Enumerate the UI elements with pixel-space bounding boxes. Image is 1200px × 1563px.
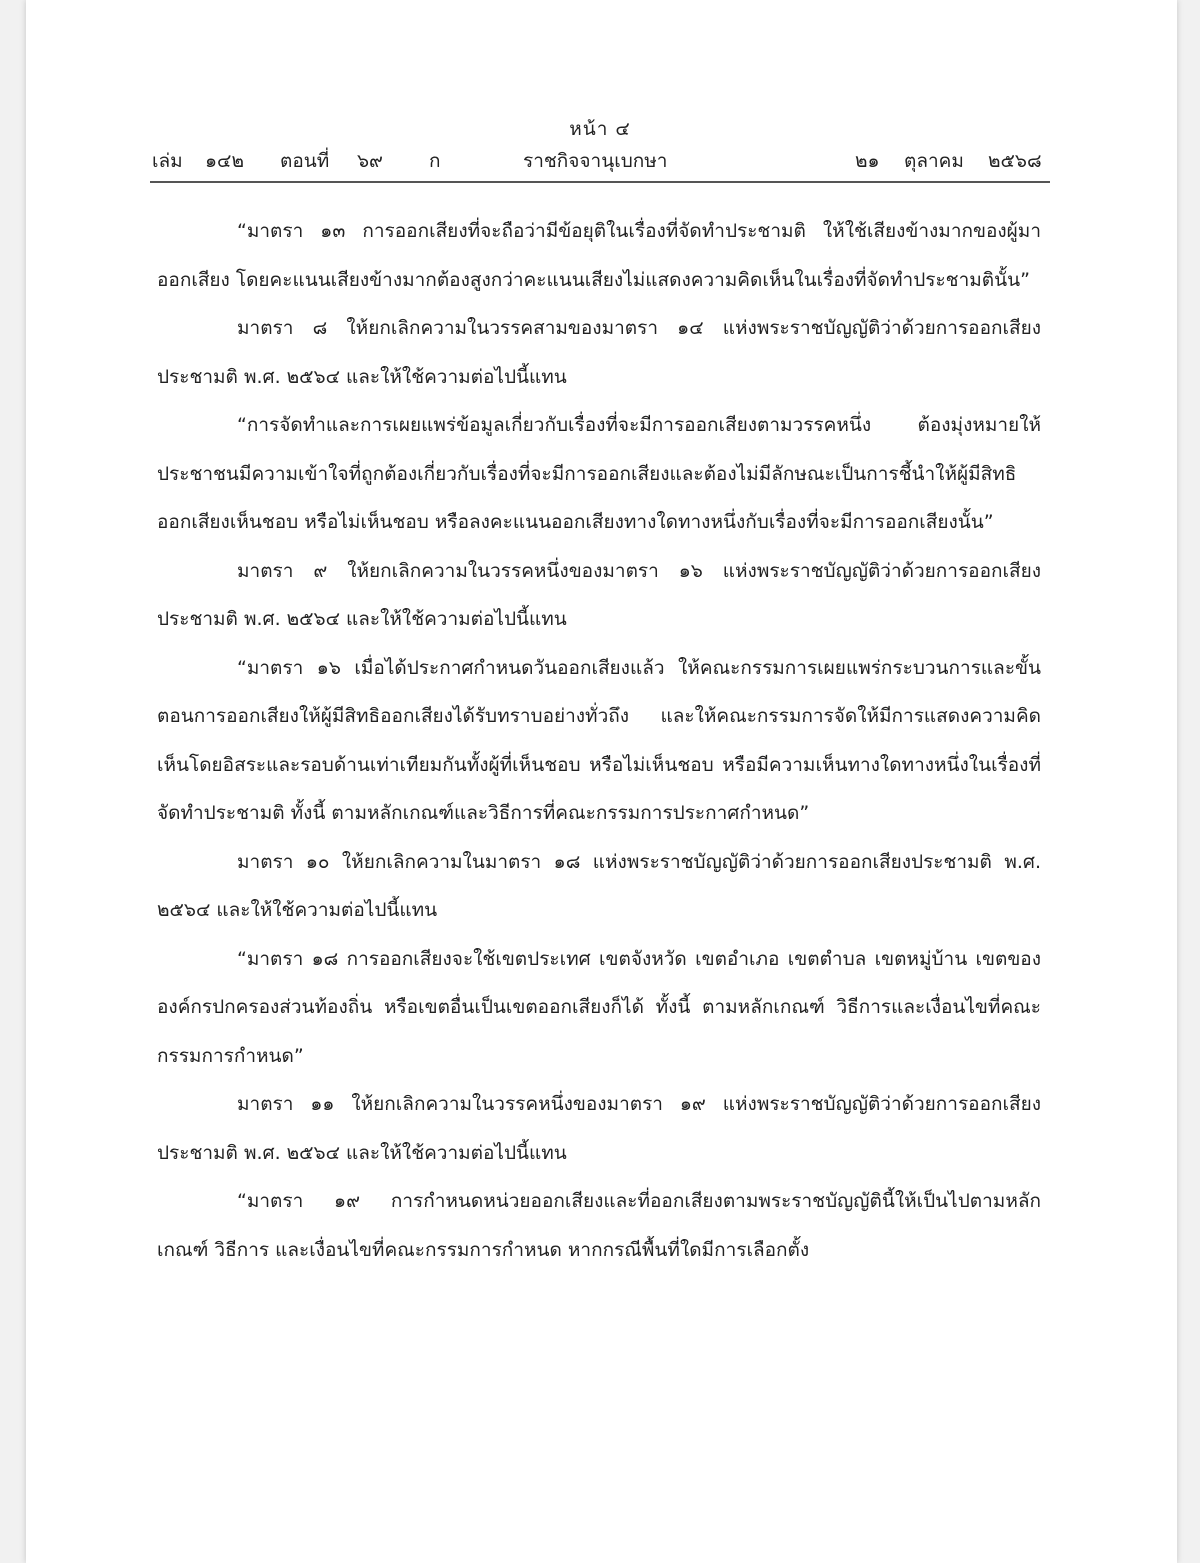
gazette-header [152, 146, 1050, 176]
volume-number: ๑๔๒ [205, 150, 244, 172]
paragraph: “มาตรา ๑๓ การออกเสียงที่จะถือว่ามีข้อยุติในเรื่องที่จัดทำประชามติ ให้ใช้เสียงข้างมากของผู้มาออกเสียง โดยคะแนนเสียงข้างมากต้องสูงกว่าคะแนนเสียงไม่แสดงความคิดเห็นในเรื่องที่จัดทำประชามตินั้น” [157, 220, 1041, 291]
paragraph: “มาตรา ๑๘ การออกเสียงจะใช้เขตประเทศ เขตจังหวัด เขตอำเภอ เขตตำบล เขตหมู่บ้าน เขตขององค์กรปกครองส่วนท้องถิ่น หรือเขตอื่นเป็นเขตออกเสียงก็ได้ ทั้งนี้ ตามหลักเกณฑ์ วิธีการและเงื่อนไขที่คณะกรรมการกำหนด” [157, 947, 1041, 1067]
paragraph: มาตรา ๑๐ ให้ยกเลิกความในมาตรา ๑๘ แห่งพระราชบัญญัติว่าด้วยการออกเสียงประชามติ พ.ศ. ๒๕๖๔ และให้ใช้ความต่อไปนี้แทน [157, 850, 1041, 921]
document-body [157, 207, 1041, 1274]
page-number: หน้า ๔ [569, 118, 631, 140]
date-day: ๒๑ [855, 150, 880, 172]
header-rule [150, 181, 1050, 183]
section-type: ก [429, 150, 441, 172]
paragraph: “มาตรา ๑๙ การกำหนดหน่วยออกเสียงและที่ออกเสียงตามพระราชบัญญัตินี้ให้เป็นไปตามหลักเกณฑ์ วิธีการ และเงื่อนไขที่คณะกรรมการกำหนด หากกรณีพื้นที่ใดมีการเลือกตั้ง [157, 1190, 1041, 1261]
paragraph: มาตรา ๘ ให้ยกเลิกความในวรรคสามของมาตรา ๑๔ แห่งพระราชบัญญัติว่าด้วยการออกเสียงประชามติ พ.ศ. ๒๕๖๔ และให้ใช้ความต่อไปนี้แทน [157, 317, 1041, 388]
date-year: ๒๕๖๘ [988, 150, 1042, 172]
paragraph: “การจัดทำและการเผยแพร่ข้อมูลเกี่ยวกับเรื่องที่จะมีการออกเสียงตามวรรคหนึ่ง ต้องมุ่งหมายให้ประชาชนมีความเข้าใจที่ถูกต้องเกี่ยวกับเรื่องที่จะมีการออกเสียงและต้องไม่มีลักษณะเป็นการชี้นำให้ผู้มีสิทธิออกเสียงเห็นชอบ หรือไม่เห็นชอบ หรือลงคะแนนออกเสียงทางใดทางหนึ่งกับเรื่องที่จะมีการออกเสียงนั้น” [157, 414, 1041, 533]
gazette-title: ราชกิจจานุเบกษา [523, 150, 668, 172]
paragraph: มาตรา ๑๑ ให้ยกเลิกความในวรรคหนึ่งของมาตรา ๑๙ แห่งพระราชบัญญัติว่าด้วยการออกเสียงประชามติ พ.ศ. ๒๕๖๔ และให้ใช้ความต่อไปนี้แทน [157, 1093, 1041, 1164]
section-label: ตอนที่ [280, 150, 330, 172]
section-number: ๖๙ [357, 150, 383, 172]
date-month: ตุลาคม [904, 150, 964, 172]
paragraph: มาตรา ๙ ให้ยกเลิกความในวรรคหนึ่งของมาตรา ๑๖ แห่งพระราชบัญญัติว่าด้วยการออกเสียงประชามติ พ.ศ. ๒๕๖๔ และให้ใช้ความต่อไปนี้แทน [157, 559, 1041, 630]
volume-label: เล่ม [152, 150, 183, 172]
paragraph: “มาตรา ๑๖ เมื่อได้ประกาศกำหนดวันออกเสียงแล้ว ให้คณะกรรมการเผยแพร่กระบวนการและขั้นตอนการออกเสียงให้ผู้มีสิทธิออกเสียงได้รับทราบอย่างทั่วถึง และให้คณะกรรมการจัดให้มีการแสดงความคิดเห็นโดยอิสระและรอบด้านเท่าเทียมกันทั้งผู้ที่เห็นชอบ หรือไม่เห็นชอบ หรือมีความเห็นทางใดทางหนึ่งในเรื่องที่จัดทำประชามติ ทั้งนี้ ตามหลักเกณฑ์และวิธีการที่คณะกรรมการประกาศกำหนด” [157, 656, 1041, 824]
